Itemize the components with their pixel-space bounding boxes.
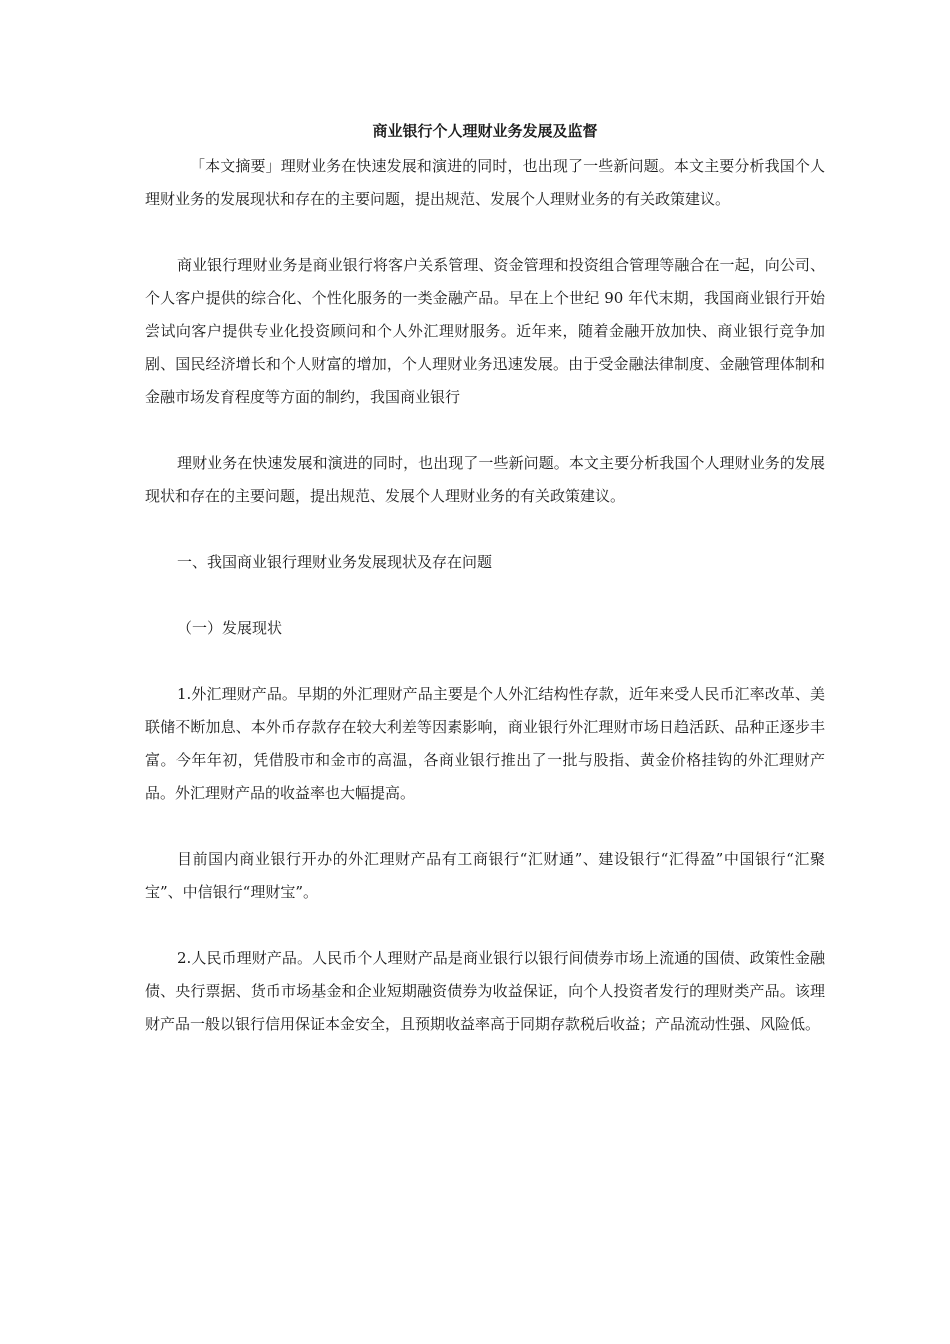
paragraph-gap [145, 216, 825, 249]
rmb-products-paragraph: 2.人民币理财产品。人民币个人理财产品是商业银行以银行间债券市场上流通的国债、政策性金融债、央行票据、货币市场基金和企业短期融资债券为收益保证，向个人投资者发行的理财类产品。该理财产品一般以银行信用保证本金安全，且预期收益率高于同期存款税后收益；产品流动性强、风险低。 [145, 949, 825, 1033]
paragraph-gap [145, 513, 825, 546]
intro-continuation-paragraph: 理财业务在快速发展和演进的同时，也出现了一些新问题。本文主要分析我国个人理财业务的发展现状和存在的主要问题，提出规范、发展个人理财业务的有关政策建议。 [145, 454, 825, 505]
document-page [145, 118, 825, 1041]
document-title: 商业银行个人理财业务发展及监督 [372, 122, 598, 140]
forex-products-paragraph: 1.外汇理财产品。早期的外汇理财产品主要是个人外汇结构性存款，近年来受人民币汇率改革、美联储不断加息、本外币存款存在较大利差等因素影响，商业银行外汇理财市场日趋活跃、品种正逐步丰富。今年年初，凭借股市和金市的高温，各商业银行推出了一批与股指、黄金价格挂钩的外汇理财产品。外汇理财产品的收益率也大幅提高。 [145, 685, 825, 802]
intro-paragraph: 商业银行理财业务是商业银行将客户关系管理、资金管理和投资组合管理等融合在一起，向公司、个人客户提供的综合化、个性化服务的一类金融产品。早在上个世纪 90 年代末期，我国商业银行开始尝试向客户提供专业化投资顾问和个人外汇理财服务。近年来，随着金融开放加快、商业银行竞争加剧、国民经济增长和个人财富的增加，个人理财业务迅速发展。由于受金融法律制度、金融管理体制和金融市场发育程度等方面的制约，我国商业银行 [145, 256, 825, 406]
paragraph-gap [145, 414, 825, 447]
subsection-heading: （一）发展现状 [177, 619, 283, 637]
paragraph-gap [145, 579, 825, 612]
paragraph-gap [145, 909, 825, 942]
forex-banks-paragraph: 目前国内商业银行开办的外汇理财产品有工商银行“汇财通”、建设银行“汇得盈”中国银行“汇聚宝”、中信银行“理财宝”。 [145, 850, 825, 901]
paragraph-gap [145, 645, 825, 678]
abstract-paragraph: 「本文摘要」理财业务在快速发展和演进的同时，也出现了一些新问题。本文主要分析我国个人理财业务的发展现状和存在的主要问题，提出规范、发展个人理财业务的有关政策建议。 [145, 157, 825, 208]
paragraph-gap [145, 810, 825, 843]
section-heading: 一、我国商业银行理财业务发展现状及存在问题 [177, 553, 493, 571]
